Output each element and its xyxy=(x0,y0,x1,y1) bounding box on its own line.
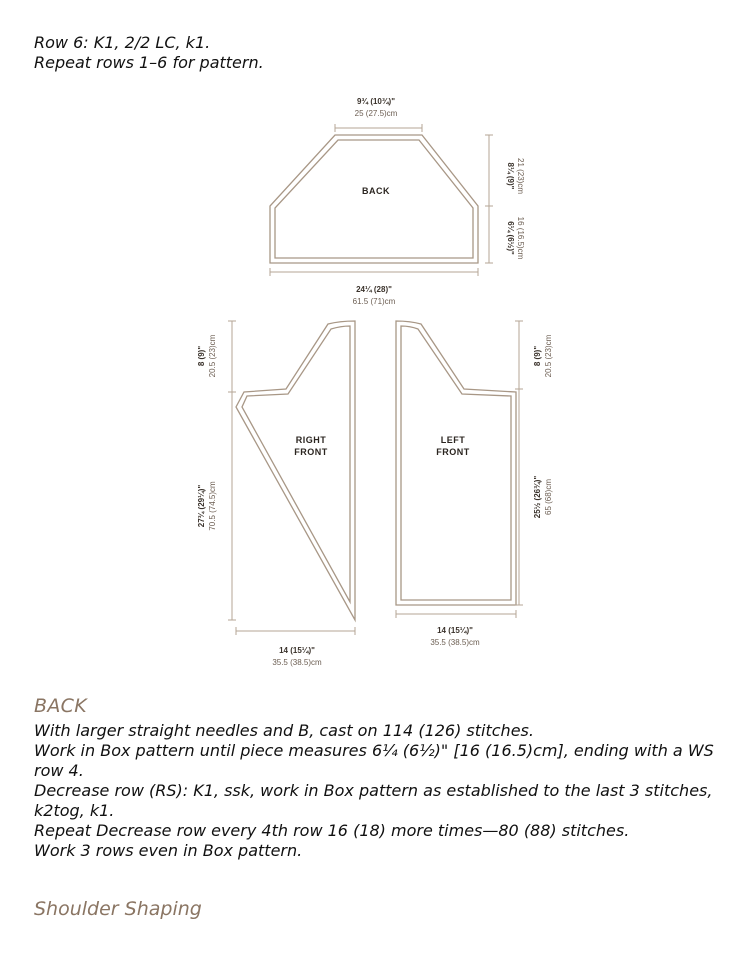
back-upper-height-in: 8¼ (9)" xyxy=(506,162,515,190)
right-front-width-cm: 35.5 (38.5)cm xyxy=(272,658,322,667)
back-instructions xyxy=(34,721,734,861)
left-front-lower-height-cm: 65 (68)cm xyxy=(544,478,553,516)
instruction-line: Decrease row (RS): K1, ssk, work in Box pattern as established to the last 3 stitches, k2tog, k1. xyxy=(34,781,713,820)
right-front-label-line2: FRONT xyxy=(294,447,328,457)
left-front-lower-height-in: 25½ (26¾)" xyxy=(533,475,542,519)
back-lower-height-in: 6¼ (6½)" xyxy=(506,221,515,255)
right-front-upper-height-in: 8 (9)" xyxy=(197,345,206,367)
back-inner-outline xyxy=(275,140,473,258)
instruction-line: Work 3 rows even in Box pattern. xyxy=(34,841,303,860)
right-front-lower-height-in: 27¾ (29¼)" xyxy=(197,484,206,528)
instruction-line: Repeat Decrease row every 4th row 16 (18) more times—80 (88) stitches. xyxy=(34,821,630,840)
left-front-upper-height-in: 8 (9)" xyxy=(533,345,542,367)
right-front-lower-height-cm: 70.5 (74.5)cm xyxy=(208,481,217,531)
section-heading-back: BACK xyxy=(34,695,87,717)
right-front-outline xyxy=(236,321,355,620)
right-front-width-in: 14 (15¼)" xyxy=(279,646,315,655)
intro-line-row6: Row 6: K1, 2/2 LC, k1. xyxy=(34,33,211,52)
back-bottom-width-cm: 61.5 (71)cm xyxy=(352,297,396,306)
back-top-width-cm: 25 (27.5)cm xyxy=(354,109,398,118)
left-front-width-cm: 35.5 (38.5)cm xyxy=(430,638,480,647)
back-bottom-width-in: 24¼ (28)" xyxy=(356,285,392,294)
section-heading-shoulder-shaping: Shoulder Shaping xyxy=(34,898,202,920)
intro-line-repeat: Repeat rows 1–6 for pattern. xyxy=(34,53,264,72)
left-front-outline xyxy=(396,321,516,605)
left-front-label-line1: LEFT xyxy=(440,435,466,445)
left-front-upper-height-cm: 20.5 (23)cm xyxy=(544,334,553,378)
left-front-width-in: 14 (15¼)" xyxy=(437,626,473,635)
instruction-line: With larger straight needles and B, cast on 114 (126) stitches. xyxy=(34,721,534,740)
left-front-inner-outline xyxy=(401,326,511,600)
right-front-inner-outline xyxy=(242,326,350,602)
right-front-label-line1: RIGHT xyxy=(295,435,327,445)
back-lower-height-cm: 16 (16.5)cm xyxy=(516,216,525,260)
back-label: BACK xyxy=(362,186,390,196)
back-upper-height-cm: 21 (23)cm xyxy=(516,157,525,195)
right-front-upper-height-cm: 20.5 (23)cm xyxy=(208,334,217,378)
instruction-line: Work in Box pattern until piece measures 6¼ (6½)" [16 (16.5)cm], ending with a WS row 4. xyxy=(34,741,714,780)
back-outline xyxy=(270,135,478,263)
left-front-label-line2: FRONT xyxy=(436,447,470,457)
back-top-width-in: 9¾ (10¾)" xyxy=(356,97,396,106)
